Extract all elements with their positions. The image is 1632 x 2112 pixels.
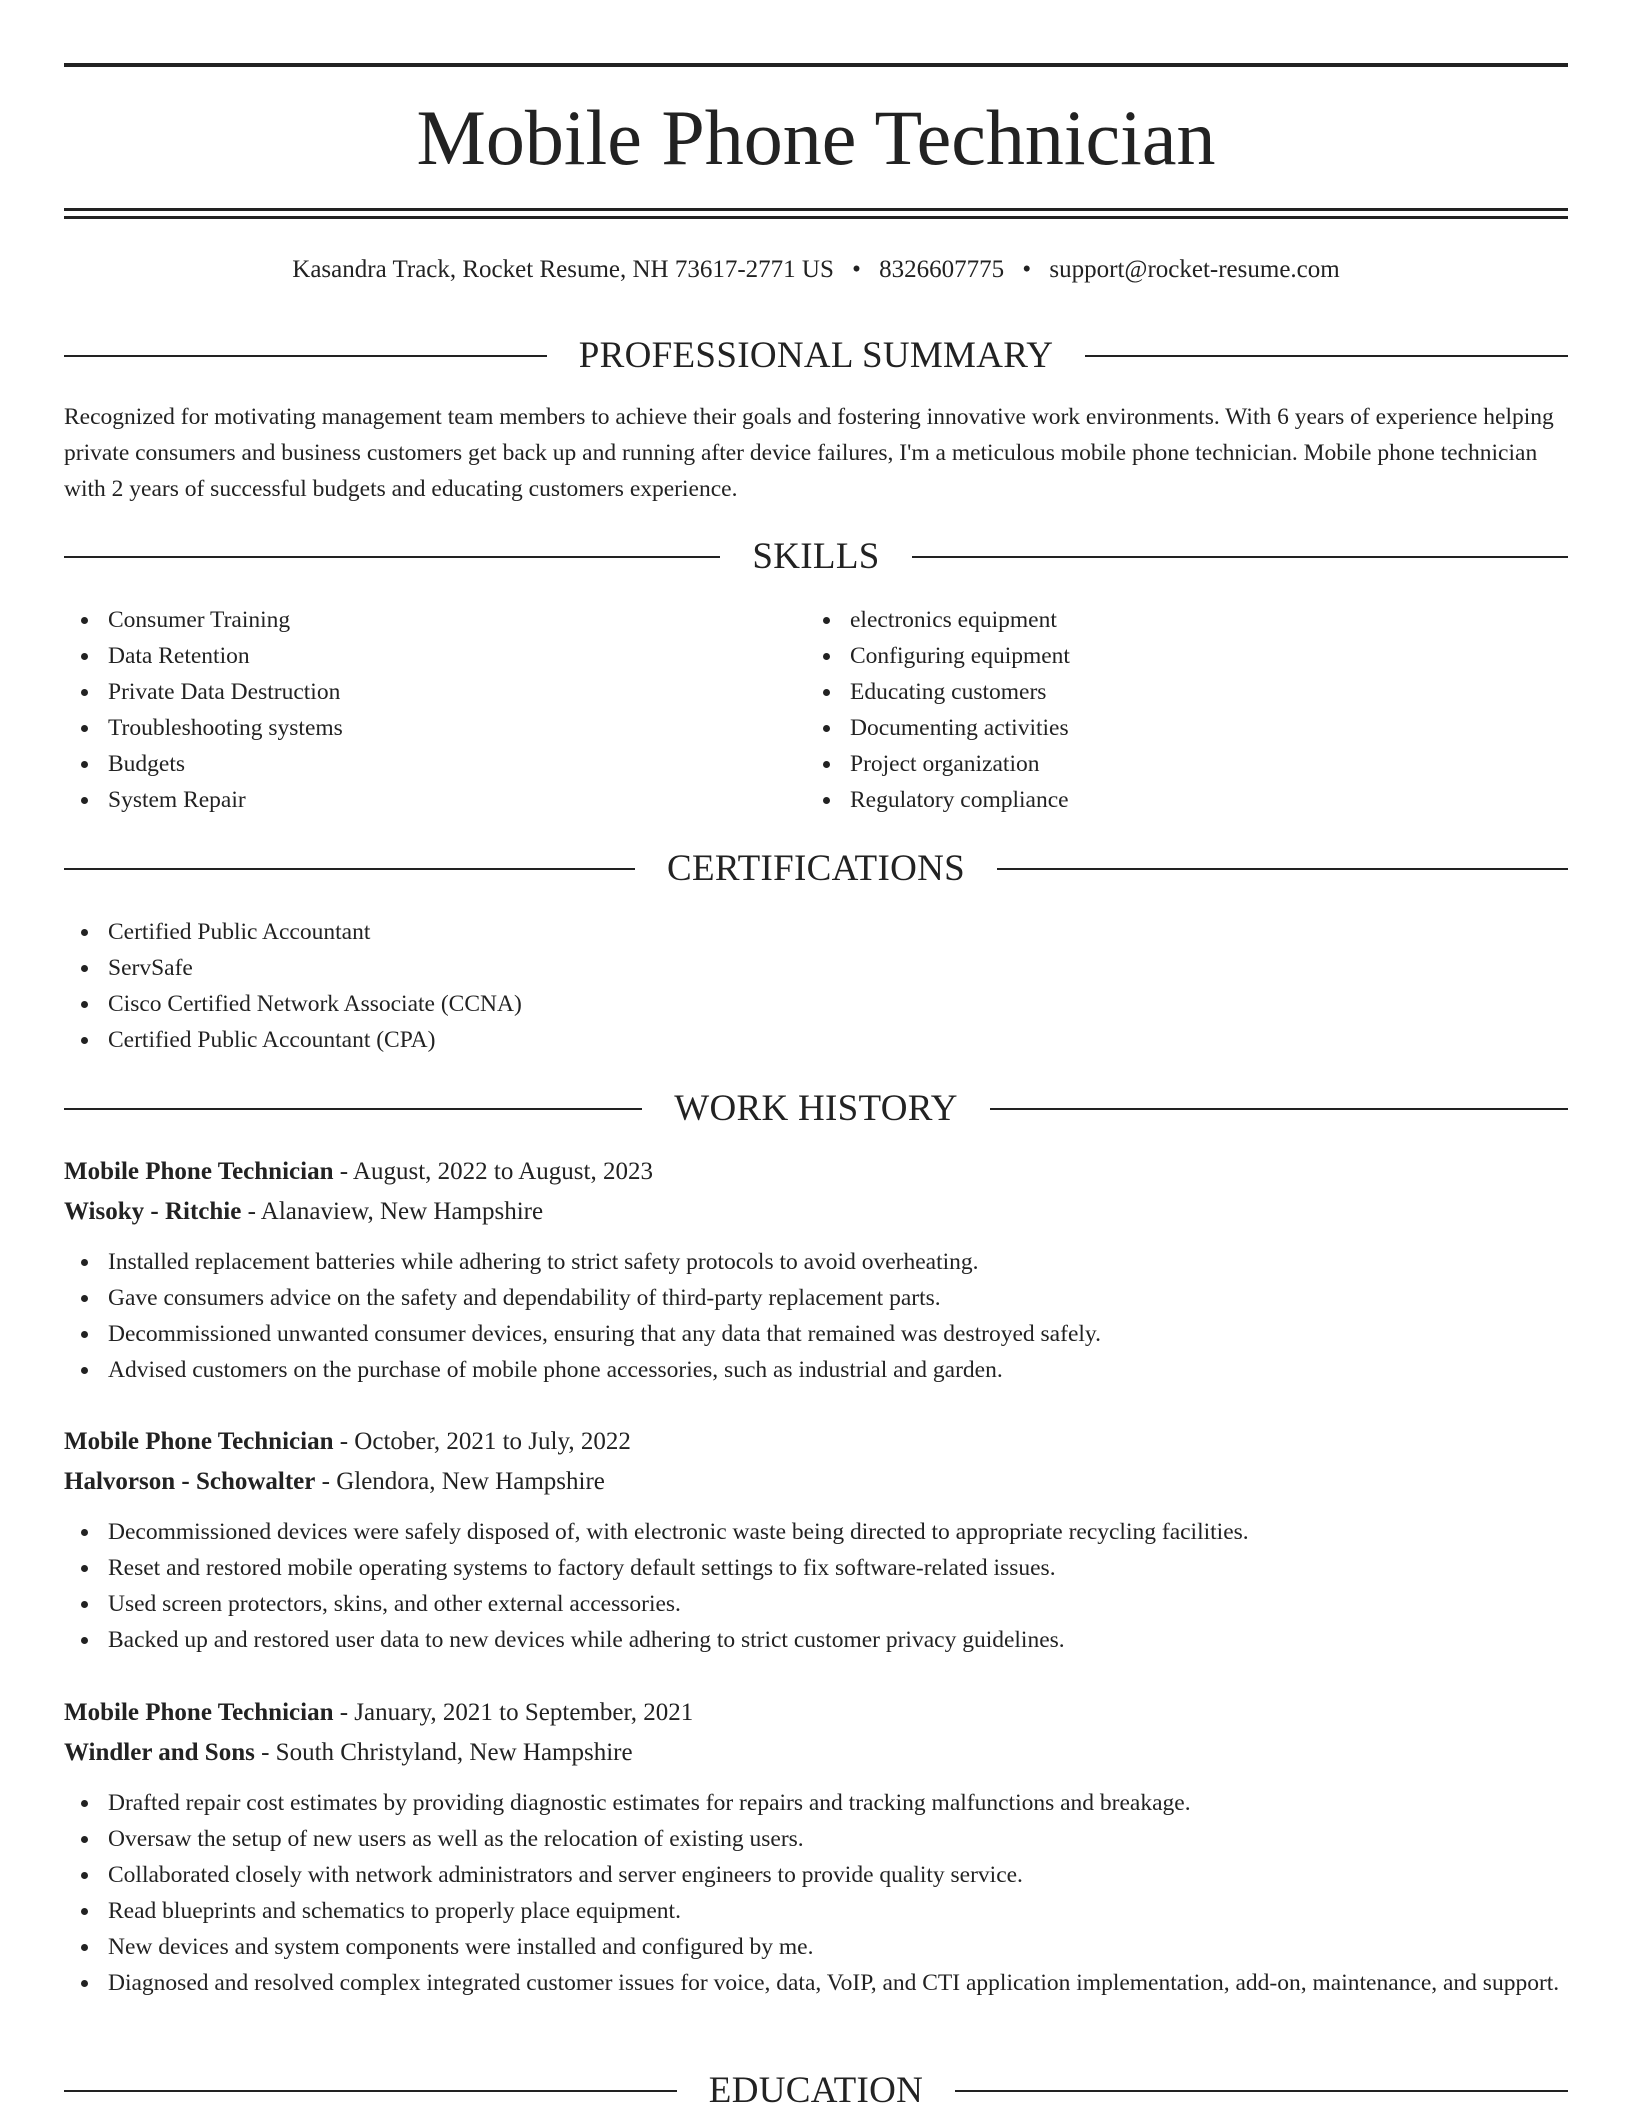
job-bullets [64,1244,1568,1388]
section-header-work-history [64,1087,1568,1131]
list-item: Gave consumers advice on the safety and dependability of third-party replacement parts. [64,1280,1568,1316]
section-title-summary: PROFESSIONAL SUMMARY [578,335,1054,376]
divider [64,355,547,357]
divider [912,556,1568,558]
top-rule [64,63,1568,67]
list-item: Diagnosed and resolved complex integrated customer issues for voice, data, VoIP, and CTI application implementation, add-on, maintenance, and support. [64,1965,1568,2001]
certification-item: ServSafe [64,950,1464,986]
list-item: Advised customers on the purchase of mobile phone accessories, such as industrial and garden. [64,1352,1568,1388]
job-title: Mobile Phone Technician [64,1428,334,1455]
job-company: Windler and Sons [64,1739,255,1766]
list-item: Backed up and restored user data to new devices while adhering to strict customer privacy guidelines. [64,1622,1568,1658]
list-item: Decommissioned unwanted consumer devices, ensuring that any data that remained was destroyed safely. [64,1316,1568,1352]
contact-separator: • [1022,256,1032,283]
list-item: Read blueprints and schematics to properly place equipment. [64,1893,1568,1929]
list-item: Decommissioned devices were safely disposed of, with electronic waste being directed to appropriate recycling facilities. [64,1514,1568,1550]
contact-address: Kasandra Track, Rocket Resume, NH 73617-2771 US [292,256,834,283]
skill-item: Educating customers [806,674,1506,710]
section-header-skills [64,535,1568,579]
job-entry [64,1693,1568,2001]
list-item: New devices and system components were installed and configured by me. [64,1929,1568,1965]
skill-item: Documenting activities [806,710,1506,746]
job-location: - South Christyland, New Hampshire [254,1739,633,1766]
section-title-work-history: WORK HISTORY [674,1088,958,1129]
divider [64,2090,677,2092]
job-company-line [64,1733,1568,1773]
section-title-education: EDUCATION [708,2070,924,2111]
section-header-certifications [64,847,1568,891]
skill-item: Consumer Training [64,602,764,638]
section-header-summary [64,334,1568,378]
job-bullets [64,1785,1568,2001]
section-title-skills: SKILLS [752,536,880,577]
divider [955,2090,1568,2092]
divider [64,868,635,870]
skill-item: Project organization [806,746,1506,782]
skill-item: Private Data Destruction [64,674,764,710]
job-title: Mobile Phone Technician [64,1699,334,1726]
certification-item: Certified Public Accountant [64,914,1464,950]
skill-item: Data Retention [64,638,764,674]
skill-item: Troubleshooting systems [64,710,764,746]
skill-item: System Repair [64,782,764,818]
job-location: - Glendora, New Hampshire [315,1468,605,1495]
divider [990,1108,1568,1110]
job-company: Wisoky - Ritchie [64,1198,242,1225]
summary-text: Recognized for motivating management team members to achieve their goals and fostering innovative work environments. With 6 years of experience helping private consumers and business customers get back up and running after device failures, I'm a meticulous mobile phone technician. Mobile phone technician with 2 years of successful budgets and educating customers experience. [64,404,1554,502]
certification-item: Cisco Certified Network Associate (CCNA) [64,986,1464,1022]
contact-line [64,254,1568,286]
skills-list-right [806,602,1506,818]
certification-item: Certified Public Accountant (CPA) [64,1022,1464,1058]
title-rule-upper [64,208,1568,211]
divider [64,1108,642,1110]
skill-item: electronics equipment [806,602,1506,638]
job-location: - Alanaview, New Hampshire [241,1198,544,1225]
divider [997,868,1568,870]
job-dates: - August, 2022 to August, 2023 [333,1158,653,1185]
job-title-line [64,1152,1568,1192]
list-item: Used screen protectors, skins, and other external accessories. [64,1586,1568,1622]
job-entry [64,1422,1568,1658]
list-item: Drafted repair cost estimates by providing diagnostic estimates for repairs and tracking malfunctions and breakage. [64,1785,1568,1821]
section-title-certifications: CERTIFICATIONS [667,848,965,889]
list-item: Oversaw the setup of new users as well as the relocation of existing users. [64,1821,1568,1857]
title-rule-lower [64,216,1568,219]
contact-phone: 8326607775 [879,256,1005,283]
job-bullets [64,1514,1568,1658]
divider [1085,355,1568,357]
list-item: Reset and restored mobile operating systems to factory default settings to fix software-related issues. [64,1550,1568,1586]
skill-item: Regulatory compliance [806,782,1506,818]
job-entry [64,1152,1568,1388]
job-title-line [64,1422,1568,1462]
skills-list-left [64,602,764,818]
contact-email: support@rocket-resume.com [1049,256,1340,283]
job-dates: - January, 2021 to September, 2021 [333,1699,694,1726]
section-header-education [64,2069,1568,2112]
job-title-line [64,1693,1568,1733]
list-item: Installed replacement batteries while adhering to strict safety protocols to avoid overheating. [64,1244,1568,1280]
job-company: Halvorson - Schowalter [64,1468,316,1495]
job-title: Mobile Phone Technician [64,1158,334,1185]
job-company-line [64,1192,1568,1232]
page-title: Mobile Phone Technician [416,94,1216,181]
contact-separator: • [852,256,861,283]
job-company-line [64,1462,1568,1502]
certifications-list [64,914,1464,1058]
list-item: Collaborated closely with network administrators and server engineers to provide quality service. [64,1857,1568,1893]
skill-item: Budgets [64,746,764,782]
divider [64,556,720,558]
skill-item: Configuring equipment [806,638,1506,674]
job-dates: - October, 2021 to July, 2022 [333,1428,631,1455]
